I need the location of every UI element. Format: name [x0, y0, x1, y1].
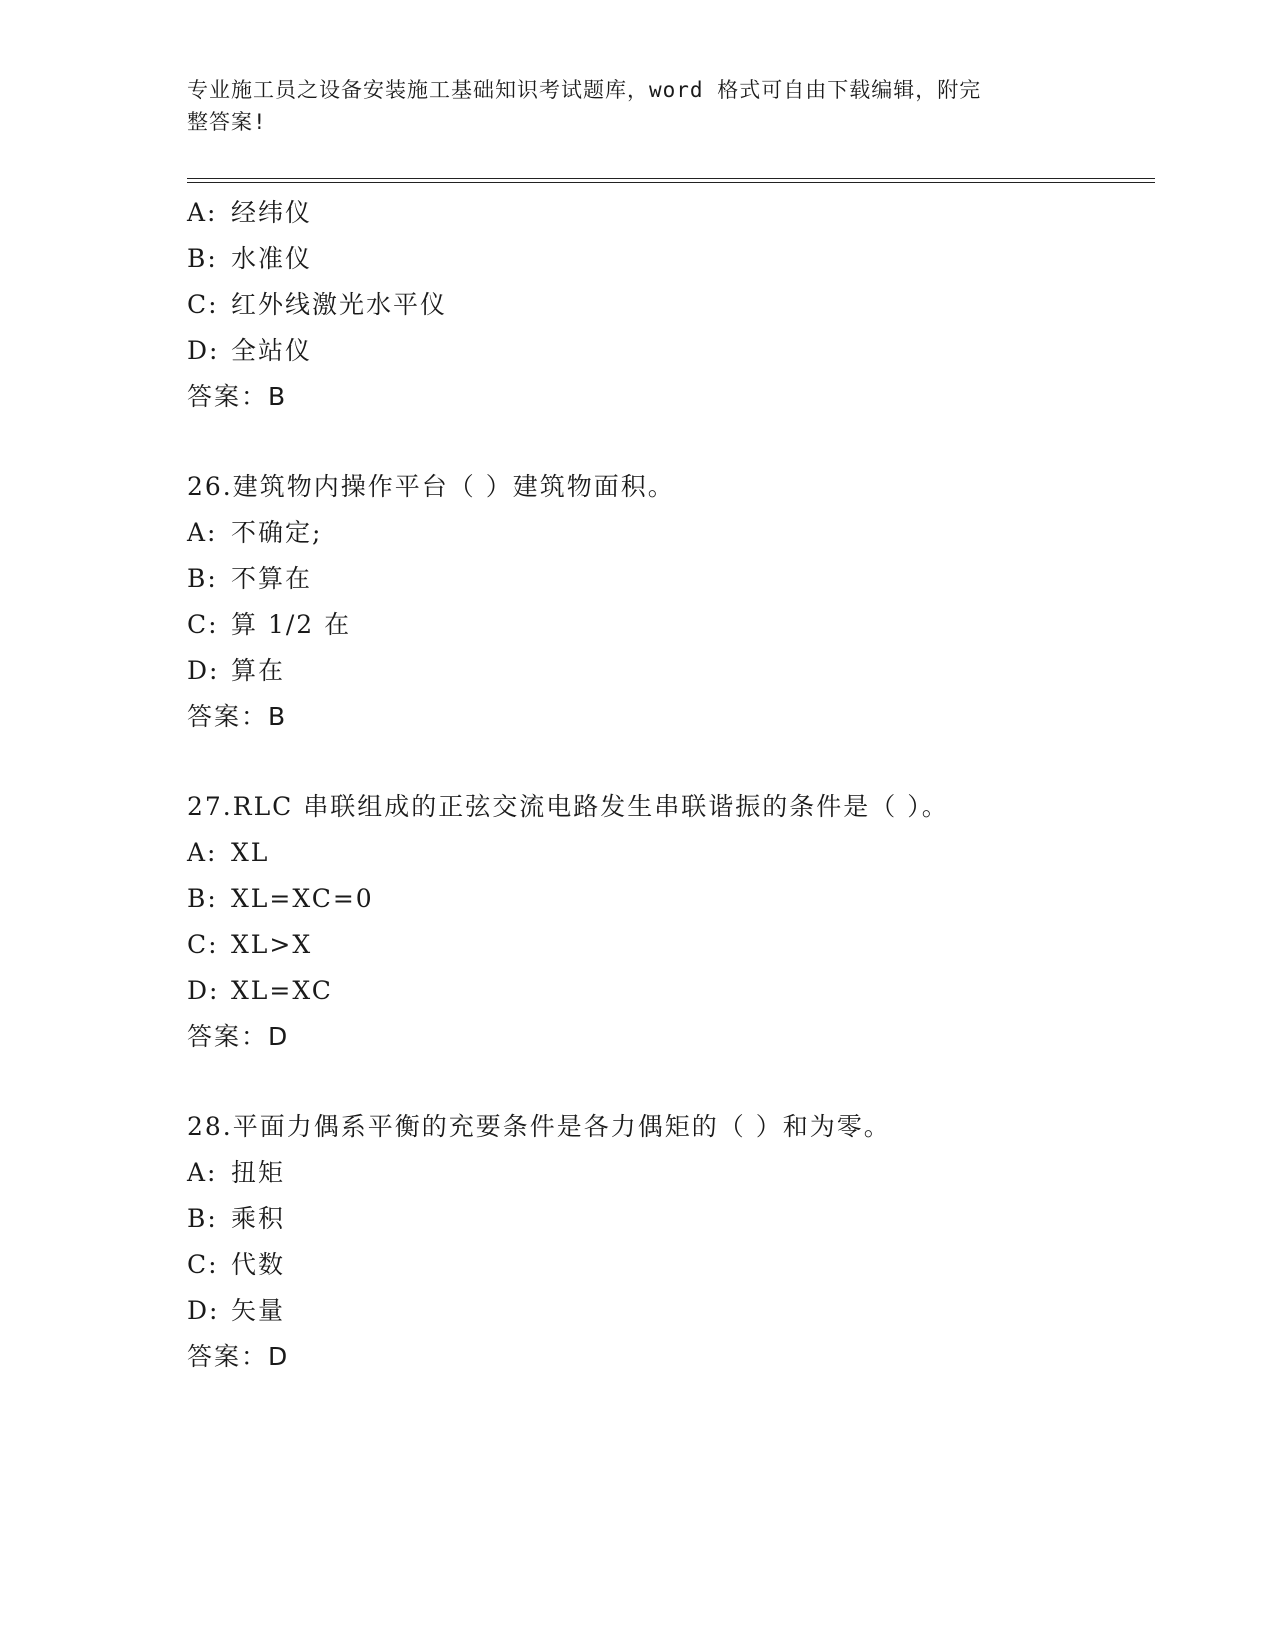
option-c — [187, 602, 1147, 648]
option-label: A: — [187, 1158, 218, 1187]
option-label: D: — [187, 976, 220, 1005]
option-label: D: — [187, 336, 220, 365]
option-a — [187, 830, 1147, 876]
option-text: 经纬仪 — [231, 198, 313, 227]
question-stem: 28.平面力偶系平衡的充要条件是各力偶矩的（ ）和为零。 — [187, 1112, 891, 1141]
option-text: 扭矩 — [231, 1158, 286, 1187]
option-text: 不算在 — [231, 564, 313, 593]
option-a — [187, 1150, 1147, 1196]
option-text: 代数 — [231, 1250, 286, 1279]
option-text: XL=XC=0 — [231, 884, 374, 913]
answer-line: 答案：D — [187, 1342, 290, 1371]
option-label: A: — [187, 518, 218, 547]
option-text: XL — [231, 838, 270, 867]
option-b — [187, 556, 1147, 602]
option-text: 算在 — [231, 656, 286, 685]
question-26 — [187, 464, 1147, 740]
option-label: A: — [187, 198, 218, 227]
option-text: 水准仪 — [231, 244, 313, 273]
option-label: C: — [187, 930, 219, 959]
answer-line: 答案：D — [187, 1022, 290, 1051]
option-label: B: — [187, 244, 218, 273]
option-text: 红外线激光水平仪 — [231, 290, 448, 319]
header-line-2: 整答案! — [187, 110, 267, 134]
question-stem: 26.建筑物内操作平台（ ）建筑物面积。 — [187, 472, 675, 501]
option-a — [187, 510, 1147, 556]
option-text: 算 1/2 在 — [231, 610, 352, 639]
option-text: 乘积 — [231, 1204, 286, 1233]
option-label: D: — [187, 1296, 220, 1325]
option-d — [187, 968, 1147, 1014]
question-stem: 27.RLC 串联组成的正弦交流电路发生串联谐振的条件是（ ）。 — [187, 792, 949, 821]
header-divider-top — [187, 178, 1155, 179]
option-label: B: — [187, 564, 218, 593]
option-c — [187, 1242, 1147, 1288]
option-label: B: — [187, 884, 218, 913]
option-d — [187, 1288, 1147, 1334]
option-b — [187, 1196, 1147, 1242]
option-c — [187, 282, 1147, 328]
option-label: C: — [187, 290, 219, 319]
question-25 — [187, 190, 1147, 420]
answer-line: 答案：B — [187, 702, 288, 731]
option-text: 不确定; — [231, 518, 323, 547]
header-line-1: 专业施工员之设备安装施工基础知识考试题库，word 格式可自由下载编辑，附完 — [187, 78, 982, 102]
question-27 — [187, 784, 1147, 1060]
option-label: C: — [187, 1250, 219, 1279]
option-c — [187, 922, 1147, 968]
option-d — [187, 648, 1147, 694]
option-b — [187, 876, 1147, 922]
option-d — [187, 328, 1147, 374]
document-header — [187, 74, 1067, 138]
option-text: 全站仪 — [231, 336, 313, 365]
answer-line: 答案：B — [187, 382, 288, 411]
option-label: C: — [187, 610, 219, 639]
option-text: XL=XC — [231, 976, 333, 1005]
question-list — [187, 190, 1147, 1380]
option-text: XL>X — [231, 930, 313, 959]
option-label: D: — [187, 656, 220, 685]
question-28 — [187, 1104, 1147, 1380]
option-text: 矢量 — [231, 1296, 286, 1325]
option-label: B: — [187, 1204, 218, 1233]
option-a — [187, 190, 1147, 236]
header-divider-bottom — [187, 182, 1155, 183]
option-b — [187, 236, 1147, 282]
option-label: A: — [187, 838, 218, 867]
